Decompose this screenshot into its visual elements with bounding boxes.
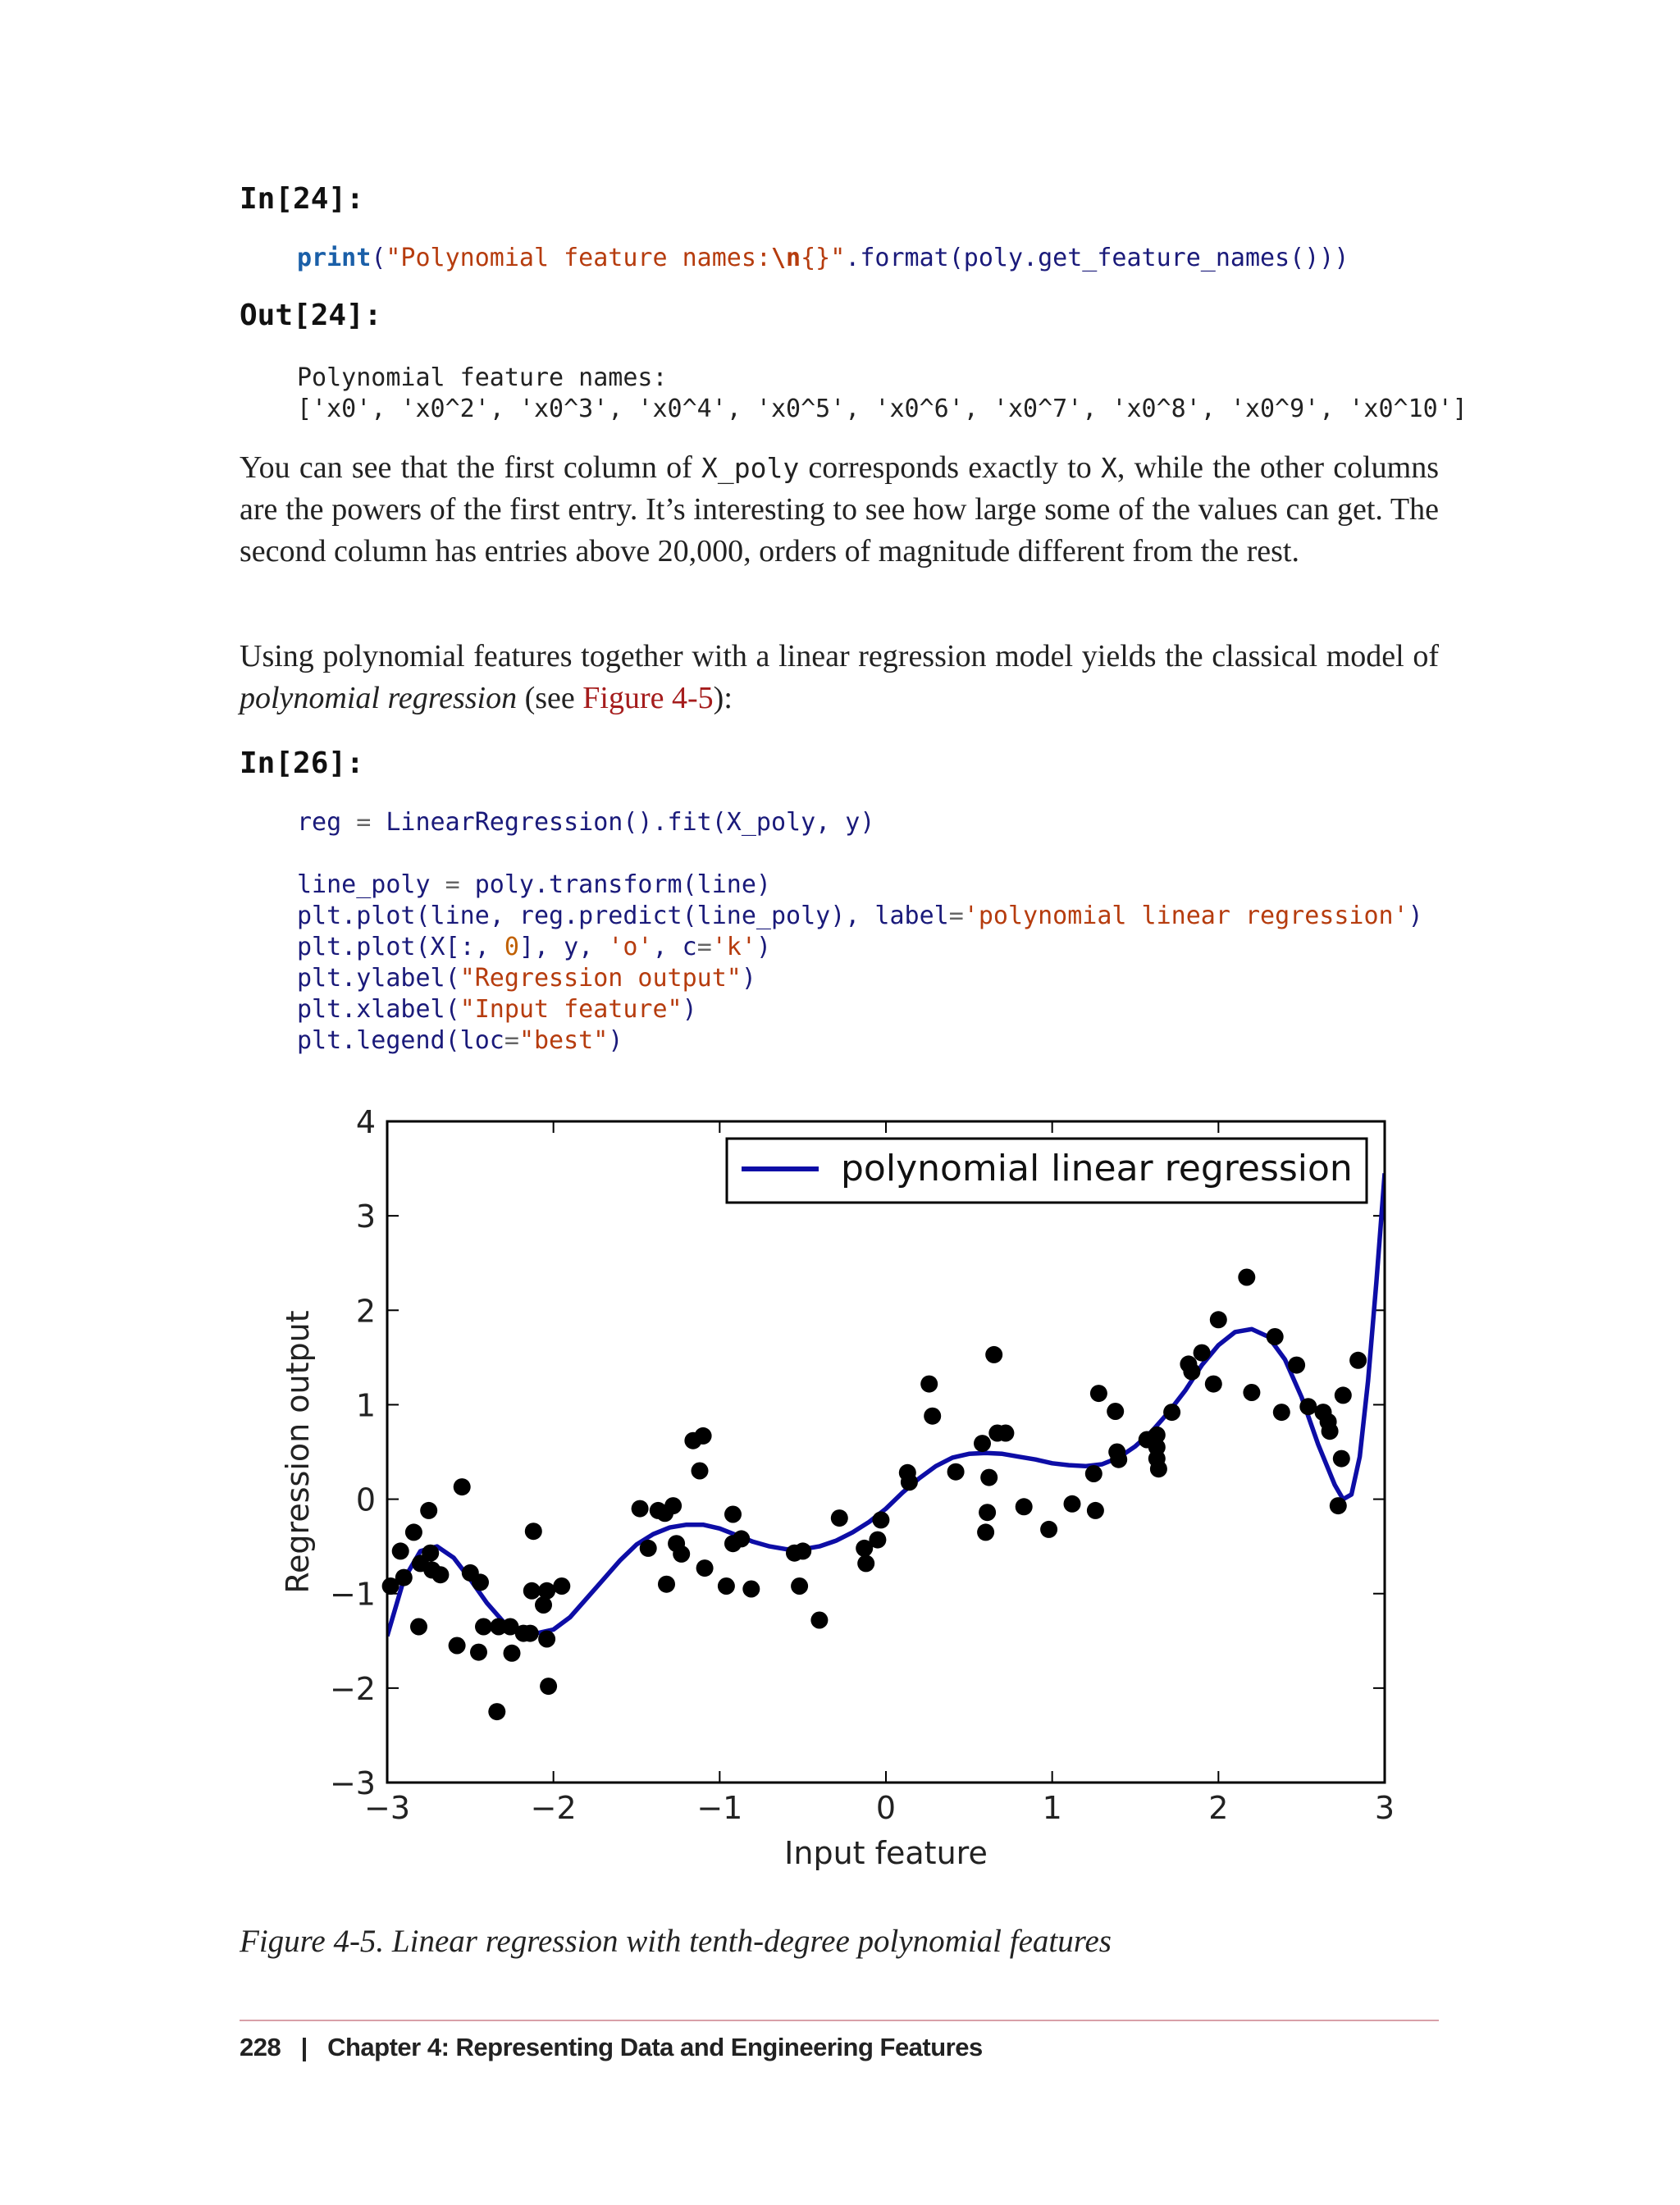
x-tick-label: 1 [1042,1790,1062,1826]
data-point [947,1463,965,1481]
data-point [1194,1344,1211,1362]
cell-prompt-in-26: In[26]: [240,746,364,780]
data-point [810,1612,828,1629]
code-line: plt.xlabel("Input feature") [297,995,697,1024]
data-point [538,1631,555,1648]
code-line: line_poly = poly.transform(line) [297,870,771,899]
y-tick-label: 0 [355,1481,376,1518]
output-line: ['x0', 'x0^2', 'x0^3', 'x0^4', 'x0^5', 'x0^6', 'x0^7', 'x0^8', 'x0^9', 'x0^10'] [297,395,1468,423]
data-point [449,1637,466,1655]
data-point [791,1577,808,1595]
code-token: "Polynomial feature names: [386,244,771,272]
code-line: plt.plot(line, reg.predict(line_poly), label='polynomial linear regression') [297,902,1423,930]
y-tick-label: 2 [355,1293,376,1330]
data-point [1210,1311,1227,1328]
data-point [422,1545,439,1562]
data-point [1040,1521,1057,1538]
y-axis-label: Regression output [280,1310,316,1594]
data-point [1016,1498,1033,1515]
code-token: \n [770,244,801,272]
data-point [431,1566,449,1583]
y-tick-label: −1 [329,1576,376,1613]
data-point [475,1618,492,1636]
data-point [1090,1385,1107,1402]
code-token: print [297,244,372,272]
data-point [472,1573,489,1591]
data-point [1288,1357,1305,1374]
page-number: 228 [240,2033,281,2061]
code-token: {}" [801,244,846,272]
data-point [470,1644,487,1661]
data-point [1273,1404,1290,1421]
y-tick-label: −3 [329,1765,376,1801]
data-point [857,1554,874,1572]
data-point [1064,1495,1081,1513]
data-point [1110,1451,1127,1468]
data-point [872,1511,889,1528]
inline-code: X [1101,452,1117,484]
data-point [977,1523,994,1541]
data-point [1322,1422,1339,1440]
text-run: (see [517,681,583,715]
data-point [1183,1363,1200,1381]
chapter-title: Chapter 4: Representing Data and Engineering Features [327,2033,983,2061]
figure-caption: Figure 4-5. Linear regression with tenth-degree polynomial features [240,1924,1112,1959]
code-line: plt.ylabel("Regression output") [297,964,756,993]
data-point [924,1408,941,1425]
data-point [696,1559,714,1577]
data-point [523,1582,541,1600]
text-run: , while the other columns are the powers of the first entry. It’s interesting to see how large some of the values can get. The second column has entries above 20,000, orders of magnitude different from the rest. [240,450,1439,568]
y-tick-label: 3 [355,1198,376,1235]
code-line: plt.plot(X[:, 0], y, 'o', c='k') [297,933,771,961]
code-line: plt.legend(loc="best") [297,1026,623,1055]
regression-line [387,1173,1385,1636]
data-point [640,1540,657,1557]
data-point [504,1645,521,1662]
data-point [1267,1328,1284,1345]
code-token: ( [371,244,386,272]
footer-separator: | [300,2033,308,2061]
data-point [831,1509,848,1527]
page-footer [240,2033,983,2062]
y-tick-label: 4 [355,1104,376,1140]
data-point [794,1542,811,1559]
inline-code: X_poly [701,452,800,484]
data-point [979,1504,996,1521]
data-point [673,1545,690,1563]
data-point [410,1618,427,1636]
x-tick-label: 3 [1374,1790,1395,1826]
data-point [974,1435,991,1452]
data-point [724,1506,742,1523]
code-line: reg = LinearRegression().fit(X_poly, y) [297,808,875,837]
x-tick-label: −3 [363,1790,411,1826]
data-point [1205,1376,1222,1393]
data-point [742,1581,760,1598]
legend-label: polynomial linear regression [841,1148,1353,1189]
data-point [1243,1384,1260,1401]
text-run: You can see that the first column of [240,450,701,485]
data-point [733,1530,750,1547]
y-tick-label: 1 [355,1387,376,1424]
x-tick-label: 0 [875,1790,897,1826]
data-point [540,1678,557,1695]
x-tick-label: −1 [696,1790,743,1826]
data-point [1107,1403,1124,1420]
footer-rule [240,2020,1439,2021]
data-point [395,1569,413,1586]
emphasis: polynomial regression [240,681,518,715]
code-token: .format(poly.get_feature_names())) [845,244,1349,272]
figure-reference-link[interactable]: Figure 4-5 [582,681,714,715]
text-run: Using polynomial features together with a linear regression model yields the classical model of [240,639,1439,673]
data-point [553,1577,570,1595]
data-point [1085,1465,1102,1482]
data-point [1335,1386,1352,1404]
data-point [632,1500,649,1518]
data-point [454,1478,471,1495]
data-point [1087,1502,1104,1519]
data-point [920,1376,938,1393]
data-point [1148,1439,1166,1456]
cell-prompt-out-24: Out[24]: [240,299,382,332]
data-point [869,1532,886,1549]
data-point [985,1346,1002,1363]
data-point [997,1425,1014,1442]
data-point [1299,1398,1317,1415]
data-point [1333,1450,1350,1468]
y-tick-label: −2 [329,1670,376,1707]
data-point [488,1703,505,1720]
plot-frame [387,1121,1385,1783]
x-axis-label: Input feature [784,1835,988,1871]
data-point [1238,1269,1255,1286]
data-point [525,1522,542,1540]
data-point [392,1542,409,1559]
data-point [664,1497,682,1514]
data-point [538,1582,555,1600]
x-tick-label: 2 [1208,1790,1229,1826]
data-point [980,1469,998,1486]
text-run: ): [713,681,733,715]
output-line: Polynomial feature names: [297,363,668,392]
x-tick-label: −2 [530,1790,577,1826]
text-run: corresponds exactly to [799,450,1102,485]
data-point [692,1463,709,1480]
data-point [1163,1404,1180,1421]
data-point [522,1625,539,1642]
data-point [1330,1497,1347,1514]
data-point [658,1576,675,1593]
data-point [420,1502,437,1519]
data-point [695,1427,712,1445]
data-point [405,1523,422,1541]
cell-prompt-in-24: In[24]: [240,182,364,216]
data-point [1349,1352,1367,1369]
data-point [899,1464,916,1481]
data-point [718,1577,735,1595]
